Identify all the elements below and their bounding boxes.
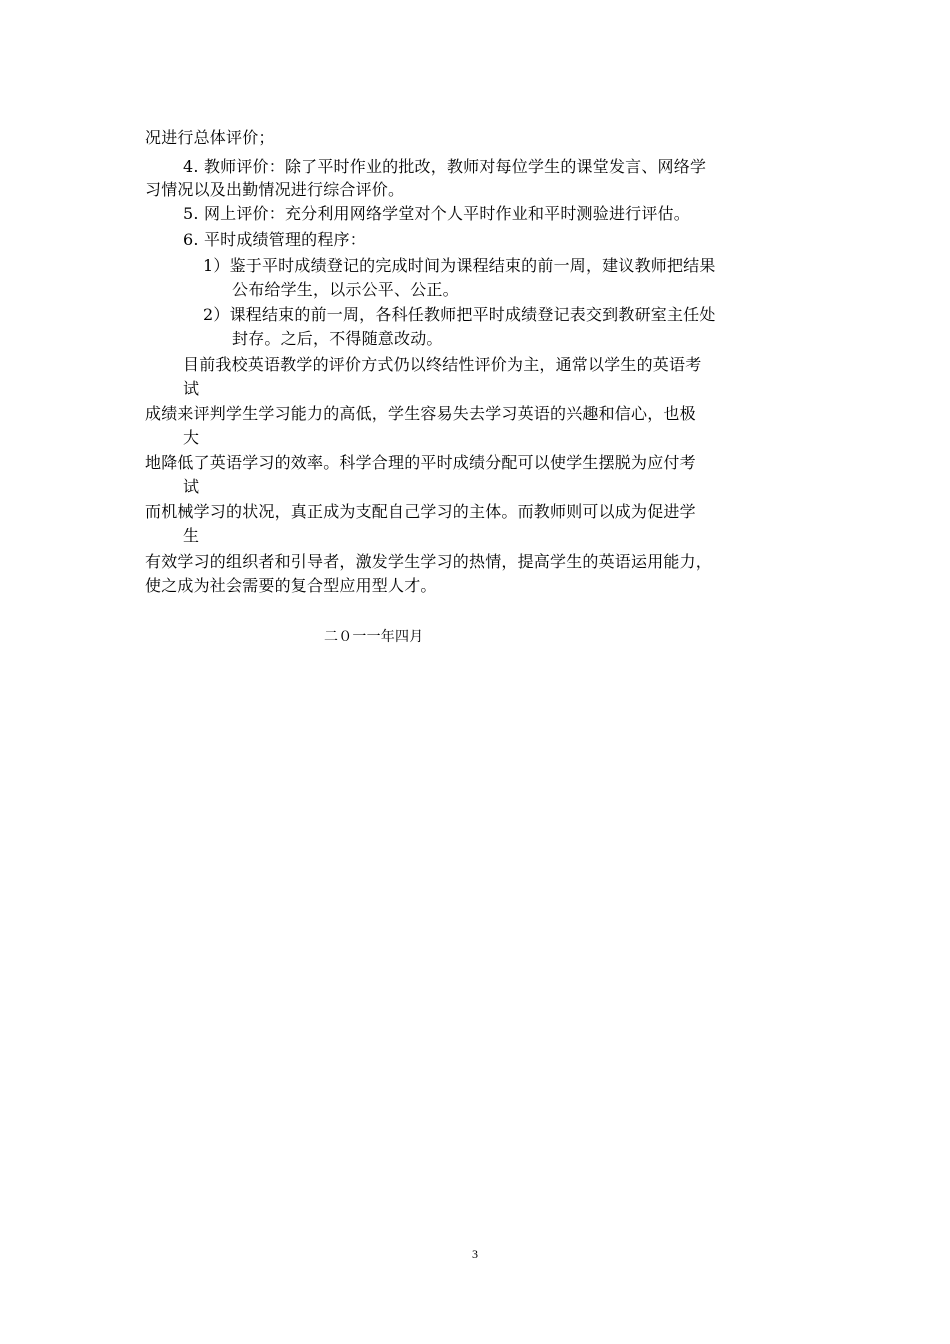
text-line-16: 而机械学习的状况，真正成为支配自己学习的主体。而教师则可以成为促进学 [145, 502, 696, 521]
text-line-1: 况进行总体评价； [145, 128, 275, 147]
text-line-10: 目前我校英语教学的评价方式仍以终结性评价为主，通常以学生的英语考 [183, 355, 702, 374]
text-line-7: 公布给学生，以示公平、公正。 [232, 280, 459, 299]
text-line-14: 地降低了英语学习的效率。科学合理的平时成绩分配可以使学生摆脱为应付考 [145, 453, 696, 472]
page-number: 3 [472, 1247, 478, 1261]
text-line-13: 大 [183, 428, 200, 447]
text-line-12: 成绩来评判学生学习能力的高低，学生容易失去学习英语的兴趣和信心，也极 [145, 404, 696, 423]
text-line-2: 4. 教师评价：除了平时作业的批改，教师对每位学生的课堂发言、网络学 [183, 157, 707, 176]
text-line-11: 试 [183, 379, 200, 398]
text-line-15: 试 [183, 477, 200, 496]
text-line-6: 1）鉴于平时成绩登记的完成时间为课程结束的前一周，建议教师把结果 [203, 256, 716, 275]
text-line-8: 2）课程结束的前一周，各科任教师把平时成绩登记表交到教研室主任处 [203, 305, 716, 324]
text-line-18: 有效学习的组织者和引导者，激发学生学习的热情，提高学生的英语运用能力， [145, 552, 713, 571]
document-date: 二０一一年四月 [324, 629, 424, 645]
text-line-17: 生 [183, 526, 200, 545]
text-line-4: 5. 网上评价：充分利用网络学堂对个人平时作业和平时测验进行评估。 [183, 204, 690, 223]
text-line-9: 封存。之后，不得随意改动。 [232, 329, 443, 348]
text-line-19: 使之成为社会需要的复合型应用型人才。 [145, 576, 437, 595]
text-line-3: 习情况以及出勤情况进行综合评价。 [145, 180, 405, 199]
text-line-5: 6. 平时成绩管理的程序： [183, 230, 366, 249]
